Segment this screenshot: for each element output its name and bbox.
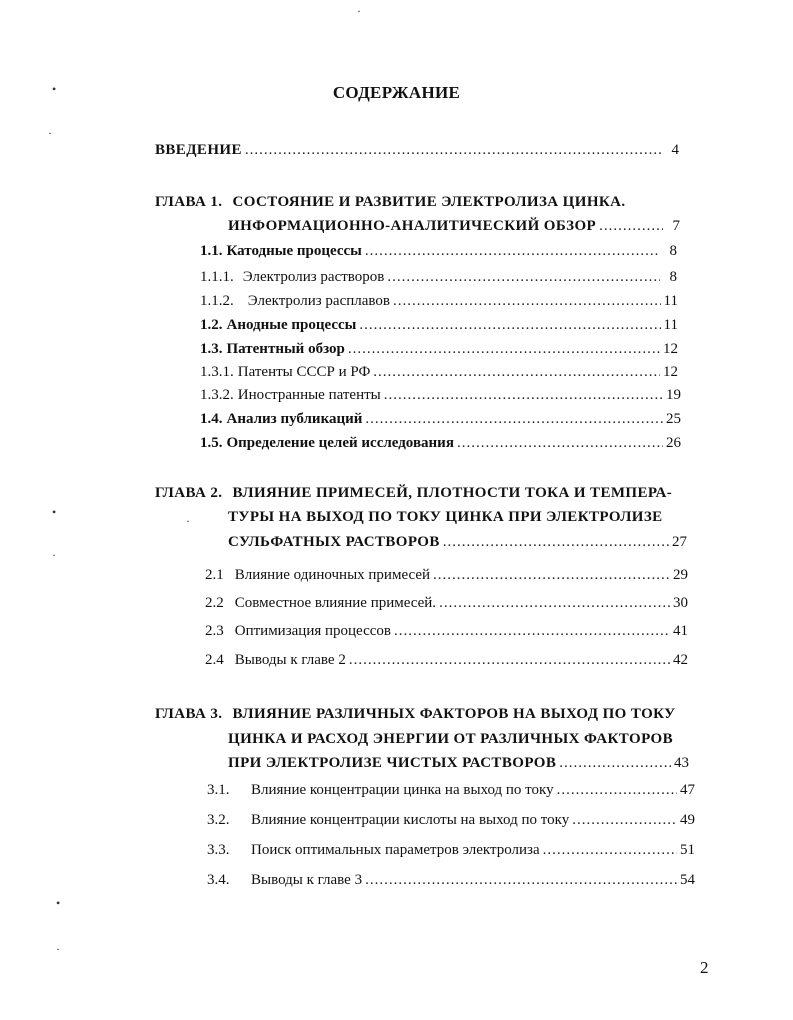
toc-leader-dots [384, 386, 663, 404]
scan-speck: • [56, 896, 61, 910]
toc-section-number: 2.4 [205, 652, 224, 668]
toc-entry-label: Патентный обзор [226, 341, 345, 357]
toc-section-number: 1.1. [200, 243, 223, 259]
toc-leader-dots [365, 871, 677, 889]
toc-entry-3-2[interactable] [207, 811, 695, 829]
toc-leader-dots [439, 594, 670, 612]
toc-entry-3-3[interactable] [207, 841, 695, 859]
chapter-3-heading-cont [228, 730, 673, 748]
toc-page-number: 41 [673, 623, 688, 639]
toc-leader-dots [365, 242, 660, 260]
toc-page-number: 27 [672, 534, 687, 550]
toc-leader-dots [393, 292, 661, 310]
chapter-title-line: СОСТОЯНИЕ И РАЗВИТИЕ ЭЛЕКТРОЛИЗА ЦИНКА. [232, 194, 626, 210]
toc-entry-label: Катодные процессы [226, 243, 362, 259]
toc-entry-label: Электролиз расплавов [247, 293, 390, 309]
toc-section-number: 3.2. [207, 812, 230, 828]
chapter-title-line: ВЛИЯНИЕ ПРИМЕСЕЙ, ПЛОТНОСТИ ТОКА И ТЕМПЕРА- [232, 485, 673, 501]
chapter-title-line: ВЛИЯНИЕ РАЗЛИЧНЫХ ФАКТОРОВ НА ВЫХОД ПО ТОКУ [232, 706, 676, 722]
toc-page-number: 8 [669, 243, 677, 259]
toc-leader-dots [245, 141, 662, 159]
page-title: СОДЕРЖАНИЕ [332, 83, 461, 102]
chapter-title-line: СУЛЬФАТНЫХ РАСТВОРОВ [228, 534, 440, 550]
toc-entry-label: ВВЕДЕНИЕ [155, 142, 242, 158]
toc-page-number: 19 [666, 387, 681, 403]
toc-leader-dots [348, 340, 660, 358]
toc-entry-3-4[interactable] [207, 871, 695, 889]
chapter-title-line: ТУРЫ НА ВЫХОД ПО ТОКУ ЦИНКА ПРИ ЭЛЕКТРОЛИЗЕ [228, 509, 663, 525]
toc-section-number: 1.3. [200, 341, 223, 357]
chapter-title-line: ИНФОРМАЦИОННО-АНАЛИТИЧЕСКИЙ ОБЗОР [228, 218, 597, 234]
toc-entry-label: Выводы к главе 2 [234, 652, 346, 668]
toc-leader-dots [387, 268, 660, 286]
toc-leader-dots [443, 533, 669, 551]
toc-section-number: 1.4. [200, 411, 223, 427]
toc-leader-dots [394, 622, 670, 640]
toc-page-number: 47 [680, 782, 695, 798]
toc-entry-label: Иностранные патенты [237, 387, 381, 403]
toc-section-number: 2.2 [205, 595, 224, 611]
toc-entry-label: Электролиз растворов [242, 269, 385, 285]
toc-page-number: 11 [663, 293, 678, 309]
toc-section-number: 1.5. [200, 435, 223, 451]
scan-speck: • [52, 82, 57, 96]
toc-entry-2-3[interactable] [205, 622, 688, 640]
toc-page-number: 11 [663, 317, 678, 333]
chapter-1-heading-cont[interactable] [228, 217, 680, 235]
toc-section-number: 1.1.1. [200, 269, 234, 285]
toc-entry-1-3-1[interactable] [200, 363, 678, 381]
scan-speck: • [52, 505, 57, 519]
chapter-number: ГЛАВА 1. [155, 194, 223, 210]
toc-leader-dots [599, 217, 663, 235]
toc-section-number: 1.3.2. [200, 387, 234, 403]
toc-entry-label: Совместное влияние примесей. [234, 595, 437, 611]
toc-section-number: 3.4. [207, 872, 230, 888]
toc-entry-1-1-1[interactable] [200, 268, 677, 286]
toc-section-number: 1.2. [200, 317, 223, 333]
toc-entry-1-2[interactable] [200, 316, 678, 334]
toc-leader-dots [433, 566, 670, 584]
page-number: 2 [700, 958, 709, 977]
scan-speck: · [48, 126, 52, 140]
toc-section-number: 3.3. [207, 842, 230, 858]
toc-entry-1-3[interactable] [200, 340, 678, 358]
toc-section-number: 2.3 [205, 623, 224, 639]
toc-entry-2-1[interactable] [205, 566, 688, 584]
toc-page-number: 26 [666, 435, 681, 451]
toc-leader-dots [559, 754, 671, 772]
toc-leader-dots [373, 363, 660, 381]
toc-entry-label: Влияние концентрации цинка на выход по току [251, 782, 554, 798]
scan-speck: · [56, 942, 60, 956]
toc-entry-label: Анализ публикаций [226, 411, 363, 427]
toc-page-number: 4 [671, 142, 679, 158]
toc-entry-label: Анодные процессы [226, 317, 357, 333]
chapter-number: ГЛАВА 2. [155, 485, 223, 501]
toc-section-number: 1.1.2. [200, 293, 234, 309]
chapter-1-heading[interactable] [155, 193, 626, 211]
chapter-number: ГЛАВА 3. [155, 706, 223, 722]
toc-page-number: 25 [666, 411, 681, 427]
toc-entry-label: Оптимизация процессов [234, 623, 391, 639]
toc-section-number: 1.3.1. [200, 364, 234, 380]
toc-entry-label: Поиск оптимальных параметров электролиза [251, 842, 540, 858]
scan-speck: · [186, 514, 190, 528]
toc-entry-label: Патенты СССР и РФ [237, 364, 371, 380]
toc-leader-dots [572, 811, 677, 829]
scan-speck: · [52, 548, 56, 562]
toc-page-number: 54 [680, 872, 695, 888]
toc-page-number: 12 [663, 341, 678, 357]
toc-entry-intro[interactable] [155, 141, 679, 159]
toc-entry-1-4[interactable] [200, 410, 681, 428]
toc-section-number: 2.1 [205, 567, 224, 583]
scan-speck: · [357, 4, 361, 18]
toc-page-number: 30 [673, 595, 688, 611]
toc-entry-label: Влияние одиночных примесей [234, 567, 430, 583]
toc-page-number: 8 [669, 269, 677, 285]
toc-entry-label: Выводы к главе 3 [251, 872, 363, 888]
toc-entry-label: Определение целей исследования [226, 435, 454, 451]
toc-section-number: 3.1. [207, 782, 230, 798]
toc-page-number: 29 [673, 567, 688, 583]
toc-leader-dots [365, 410, 663, 428]
chapter-2-heading[interactable] [155, 484, 672, 502]
toc-entry-2-2[interactable] [205, 594, 688, 612]
chapter-3-heading[interactable] [155, 705, 676, 723]
toc-page-number: 49 [680, 812, 695, 828]
toc-leader-dots [457, 434, 663, 452]
chapter-title-line: ПРИ ЭЛЕКТРОЛИЗЕ ЧИСТЫХ РАСТВОРОВ [228, 755, 557, 771]
toc-leader-dots [543, 841, 677, 859]
toc-entry-1-1[interactable] [200, 242, 677, 260]
toc-page-number: 43 [674, 755, 689, 771]
toc-entry-2-4[interactable] [205, 651, 688, 669]
toc-entry-1-5[interactable] [200, 434, 681, 452]
toc-leader-dots [359, 316, 660, 334]
toc-entry-1-3-2[interactable] [200, 386, 681, 404]
toc-page-number: 51 [680, 842, 695, 858]
toc-page-number: 42 [673, 652, 688, 668]
toc-entry-1-1-2[interactable] [200, 292, 678, 310]
toc-page-number: 12 [663, 364, 678, 380]
chapter-2-heading-cont [228, 508, 663, 526]
toc-page-number: 7 [672, 218, 680, 234]
toc-entry-label: Влияние концентрации кислоты на выход по току [251, 812, 570, 828]
toc-leader-dots [557, 781, 677, 799]
toc-leader-dots [349, 651, 670, 669]
toc-entry-3-1[interactable] [207, 781, 695, 799]
chapter-3-heading-cont-2[interactable] [228, 754, 689, 772]
chapter-title-line: ЦИНКА И РАСХОД ЭНЕРГИИ ОТ РАЗЛИЧНЫХ ФАКТОРОВ [228, 731, 674, 747]
chapter-2-heading-cont-2[interactable] [228, 533, 687, 551]
